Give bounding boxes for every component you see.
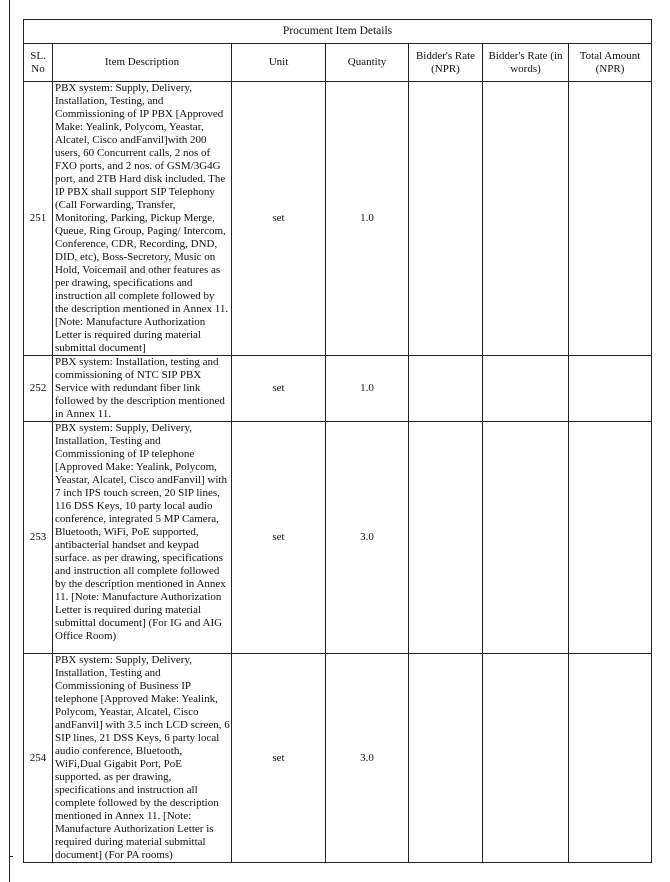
table-row (24, 422, 652, 654)
row-bidders-rate-npr-cell[interactable] (409, 82, 483, 356)
row-unit: set (232, 422, 326, 654)
row-quantity: 1.0 (326, 82, 409, 356)
row-item-description: PBX system: Supply, Delivery, Installation, Testing and Commissioning of Business IP telephone [Approved Make: Yealink, Polycom, Yeastar, Alcatel, Cisco andFanvil] with 3.5 inch LCD screen, 6 SIP lines, 21 DSS Keys, 6 party local audio conference, Bluetooth, WiFi,Dual Gigabit Port, PoE supported. as per drawing, specifications and instruction all complete followed by the description mentioned in Annex 11. [Note: Manufacture Authorization Letter is required during material submittal document] (For PA rooms) (53, 654, 232, 863)
page-bottom-tick (9, 856, 13, 857)
header-item-description: Item Description (53, 44, 232, 82)
header-bidders-rate-words: Bidder's Rate (in words) (483, 44, 569, 82)
row-bidders-rate-words-cell[interactable] (483, 422, 569, 654)
row-bidders-rate-npr-cell[interactable] (409, 422, 483, 654)
row-sl-no: 251 (24, 82, 53, 356)
header-unit: Unit (232, 44, 326, 82)
row-quantity: 1.0 (326, 356, 409, 422)
header-bidders-rate-npr: Bidder's Rate (NPR) (409, 44, 483, 82)
row-sl-no: 252 (24, 356, 53, 422)
row-quantity: 3.0 (326, 422, 409, 654)
row-bidders-rate-npr-cell[interactable] (409, 356, 483, 422)
row-bidders-rate-words-cell[interactable] (483, 82, 569, 356)
page-edge-line (9, 0, 10, 882)
table-row (24, 356, 652, 422)
row-total-amount-cell[interactable] (569, 422, 652, 654)
row-sl-no: 253 (24, 422, 53, 654)
table-row (24, 82, 652, 356)
row-bidders-rate-words-cell[interactable] (483, 356, 569, 422)
row-item-description: PBX system: Supply, Delivery, Installation, Testing, and Commissioning of IP PBX [Approved Make: Yealink, Polycom, Yeastar, Alcatel, Cisco andFanvil]with 200 users, 60 Concurrent calls, 2 nos of FXO ports, and 2 nos. of GSM/3G4G port, and 2TB Hard disk included. The IP PBX shall support SIP Telephony (Call Forwarding, Transfer, Monitoring, Parking, Pickup Merge, Queue, Ring Group, Paging/ Intercom, Conference, CDR, Recording, DND, DID, etc), Boss-Secretory, Music on Hold, Voicemail and other features as per drawing, specifications and instruction all complete followed by the description mentioned in Annex 11. [Note: Manufacture Authorization Letter is required during material submittal document] (53, 82, 232, 356)
row-unit: set (232, 356, 326, 422)
table-title: Procument Item Details (24, 20, 652, 44)
row-bidders-rate-npr-cell[interactable] (409, 654, 483, 863)
procurement-table (23, 19, 652, 863)
row-unit: set (232, 654, 326, 863)
header-quantity: Quantity (326, 44, 409, 82)
row-bidders-rate-words-cell[interactable] (483, 654, 569, 863)
row-item-description: PBX system: Installation, testing and commissioning of NTC SIP PBX Service with redundant fiber link followed by the description mentioned in Annex 11. (53, 356, 232, 422)
row-unit: set (232, 82, 326, 356)
row-total-amount-cell[interactable] (569, 356, 652, 422)
row-total-amount-cell[interactable] (569, 654, 652, 863)
row-sl-no: 254 (24, 654, 53, 863)
header-row (24, 44, 652, 82)
header-sl-no: SL. No (24, 44, 53, 82)
row-total-amount-cell[interactable] (569, 82, 652, 356)
row-item-description: PBX system: Supply, Delivery, Installation, Testing and Commissioning of IP telephone [Approved Make: Yealink, Polycom, Yeastar, Alcatel, Cisco andFanvil] with 7 inch IPS touch screen, 20 SIP lines, 116 DSS Keys, 10 party local audio conference, integrated 5 MP Camera, Bluetooth, WiFi, PoE supported, antibacterial handset and keypad surface. as per drawing, specifications and instruction all complete followed by the description mentioned in Annex 11. [Note: Manufacture Authorization Letter is required during material submittal document] (For IG and AIG Office Room) (53, 422, 232, 654)
table-row (24, 654, 652, 863)
row-quantity: 3.0 (326, 654, 409, 863)
header-total-amount: Total Amount (NPR) (569, 44, 652, 82)
